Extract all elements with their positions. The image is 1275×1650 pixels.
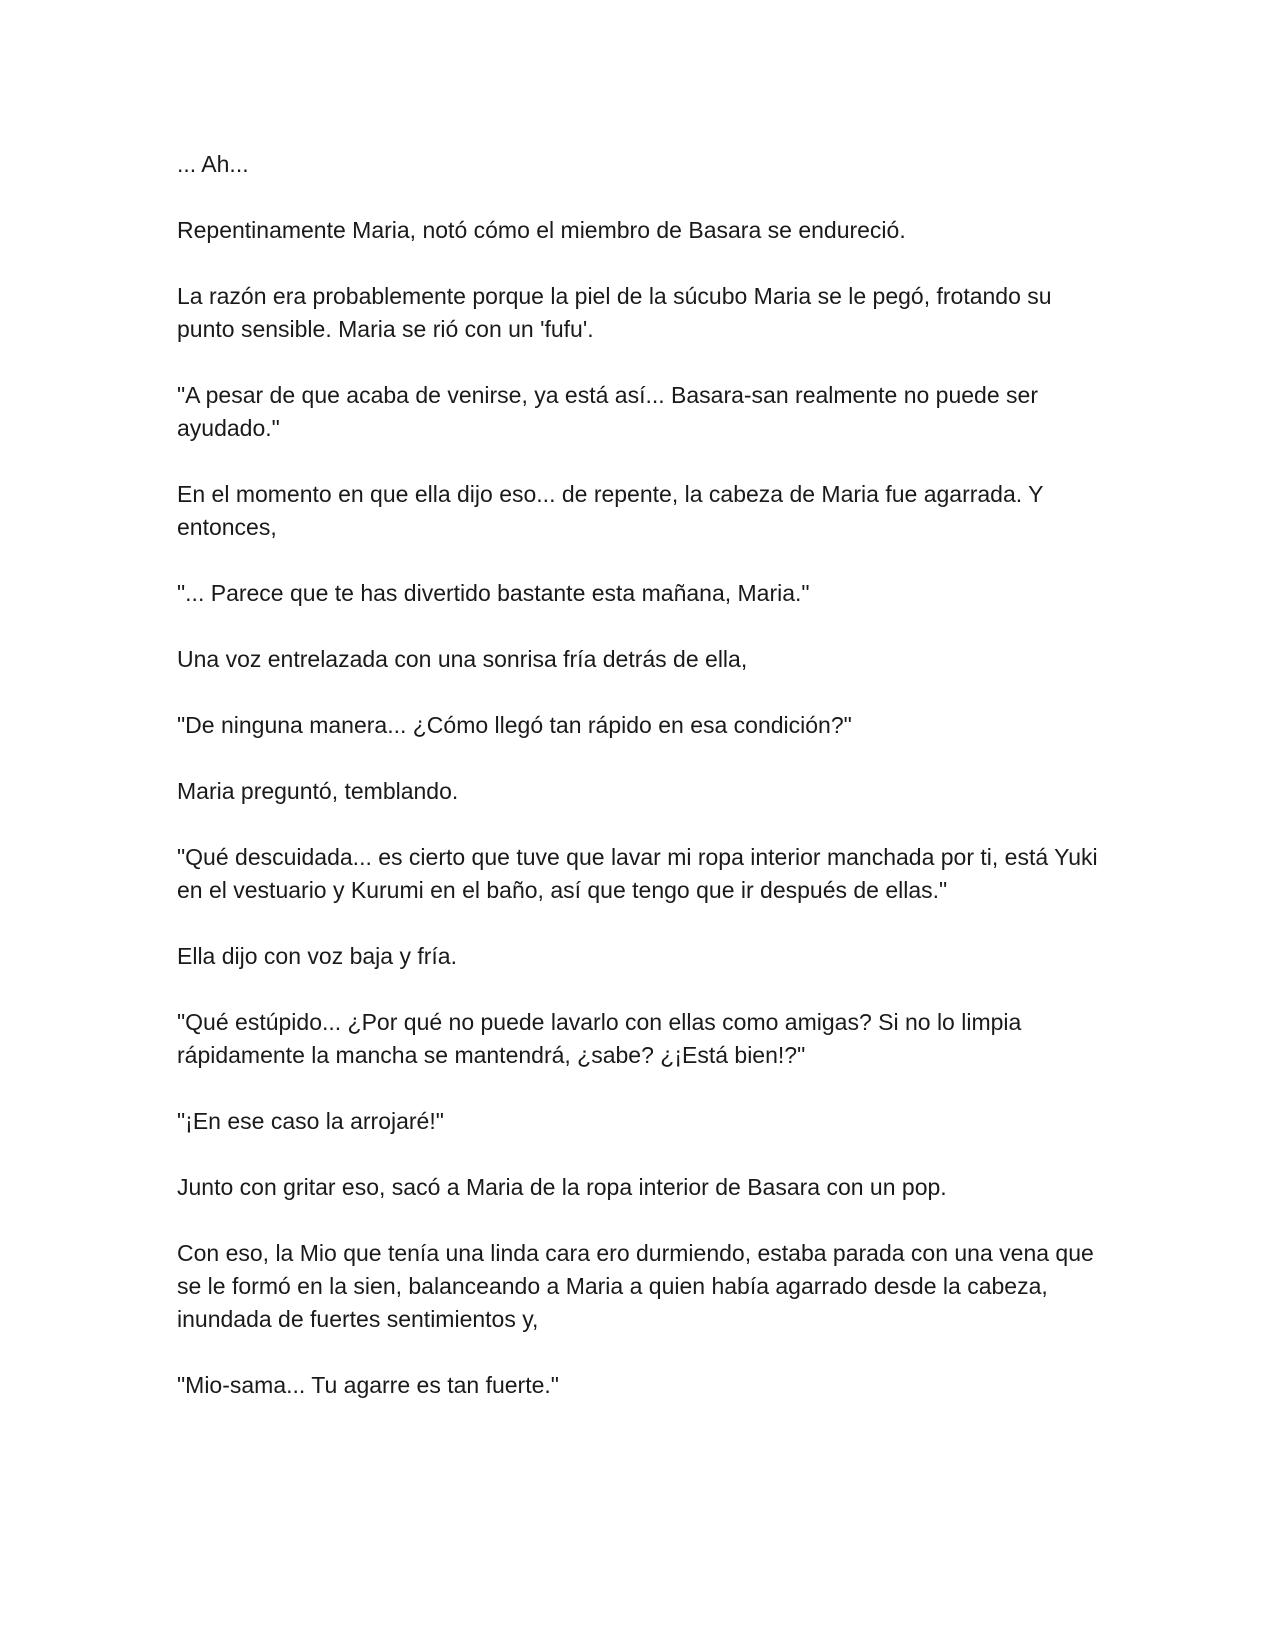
paragraph-8: "De ninguna manera... ¿Cómo llegó tan rápido en esa condición?" <box>177 712 852 738</box>
paragraph-16: "Mio-sama... Tu agarre es tan fuerte." <box>177 1372 559 1398</box>
paragraph-13: "¡En ese caso la arrojaré!" <box>177 1108 444 1134</box>
paragraph-11: Ella dijo con voz baja y fría. <box>177 943 457 969</box>
paragraph-7: Una voz entrelazada con una sonrisa fría detrás de ella, <box>177 646 748 672</box>
paragraph-10: "Qué descuidada... es cierto que tuve que lavar mi ropa interior manchada por ti, está Yuki en el vestuario y Kurumi en el baño, así que tengo que ir después de ellas." <box>177 844 1098 903</box>
document-body <box>177 148 1107 1435</box>
paragraph-3: La razón era probablemente porque la piel de la súcubo Maria se le pegó, frotando su punto sensible. Maria se rió con un 'fufu'. <box>177 283 1052 342</box>
paragraph-5: En el momento en que ella dijo eso... de repente, la cabeza de Maria fue agarrada. Y entonces, <box>177 481 1044 540</box>
paragraph-12: "Qué estúpido... ¿Por qué no puede lavarlo con ellas como amigas? Si no lo limpia rápidamente la mancha se mantendrá, ¿sabe? ¿¡Está bien!?" <box>177 1009 1022 1068</box>
paragraph-14: Junto con gritar eso, sacó a Maria de la ropa interior de Basara con un pop. <box>177 1174 947 1200</box>
paragraph-6: "... Parece que te has divertido bastante esta mañana, Maria." <box>177 580 810 606</box>
paragraph-1: ... Ah... <box>177 151 249 177</box>
paragraph-9: Maria preguntó, temblando. <box>177 778 459 804</box>
paragraph-4: "A pesar de que acaba de venirse, ya está así... Basara-san realmente no puede ser ayudado." <box>177 382 1038 441</box>
paragraph-2: Repentinamente Maria, notó cómo el miembro de Basara se endureció. <box>177 217 906 243</box>
paragraph-15: Con eso, la Mio que tenía una linda cara ero durmiendo, estaba parada con una vena que se le formó en la sien, balanceando a Maria a quien había agarrado desde la cabeza, inundada de fuertes sentimientos y, <box>177 1240 1094 1332</box>
